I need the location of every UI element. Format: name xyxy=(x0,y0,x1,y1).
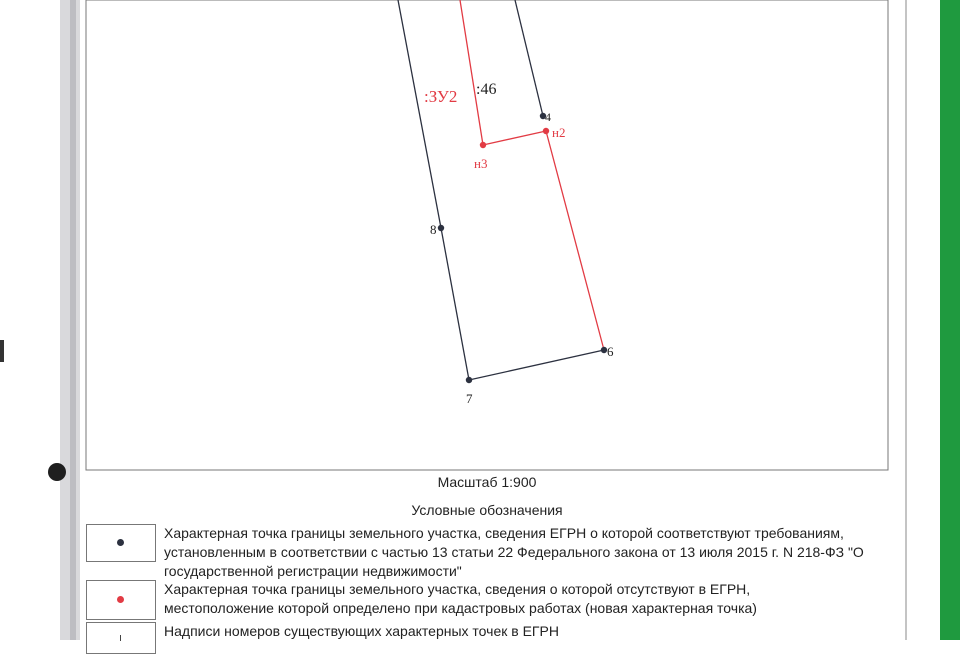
point-6-label: 6 xyxy=(607,344,614,359)
legend-symbol-point-number xyxy=(86,622,156,654)
existing-point-dot xyxy=(117,539,124,546)
binder-shadow-core xyxy=(70,0,76,640)
point-7 xyxy=(466,377,472,383)
legend-text: Надписи номеров существующих характерных точек в ЕГРН xyxy=(164,623,559,639)
scale-caption: Масштаб 1:900 xyxy=(437,474,537,490)
binder-hole xyxy=(48,463,66,481)
drawing-frame xyxy=(86,0,888,470)
new-boundary xyxy=(460,0,604,350)
point-n3 xyxy=(480,142,486,148)
point-8 xyxy=(438,225,444,231)
legend-symbol-existing-point xyxy=(86,524,156,562)
parcel-label: :ЗУ2 xyxy=(424,87,458,106)
existing-boundary-east xyxy=(515,0,543,116)
new-point-dot xyxy=(117,596,124,603)
point-n3-label: н3 xyxy=(474,156,488,171)
block-label: :46 xyxy=(476,81,497,98)
point-n2 xyxy=(543,128,549,134)
scan-edge-strip xyxy=(940,0,960,640)
legend-text: Характерная точка границы земельного участка, сведения о которой отсутствуют в ЕГРН, местоположение которой определено при кадастровых работах (новая характерная точка) xyxy=(164,581,757,616)
legend-symbol-new-point xyxy=(86,580,156,620)
legend-title: Условные обозначения xyxy=(411,502,563,518)
scan-speck xyxy=(0,340,4,362)
point-number-mark xyxy=(120,635,121,641)
existing-boundary-west xyxy=(398,0,604,380)
point-8-label: 8 xyxy=(430,222,437,237)
point-7-label: 7 xyxy=(466,391,473,406)
point-4-label: 4 xyxy=(545,110,551,124)
point-n2-label: н2 xyxy=(552,125,566,140)
legend-text: Характерная точка границы земельного участка, сведения ЕГРН о которой соответствуют требованиям, установленным в соответствии с частью 13 статьи 22 Федерального закона от 13 июля 2015 г. N 218-ФЗ "О государственной регистрации недвижимости" xyxy=(164,525,864,579)
